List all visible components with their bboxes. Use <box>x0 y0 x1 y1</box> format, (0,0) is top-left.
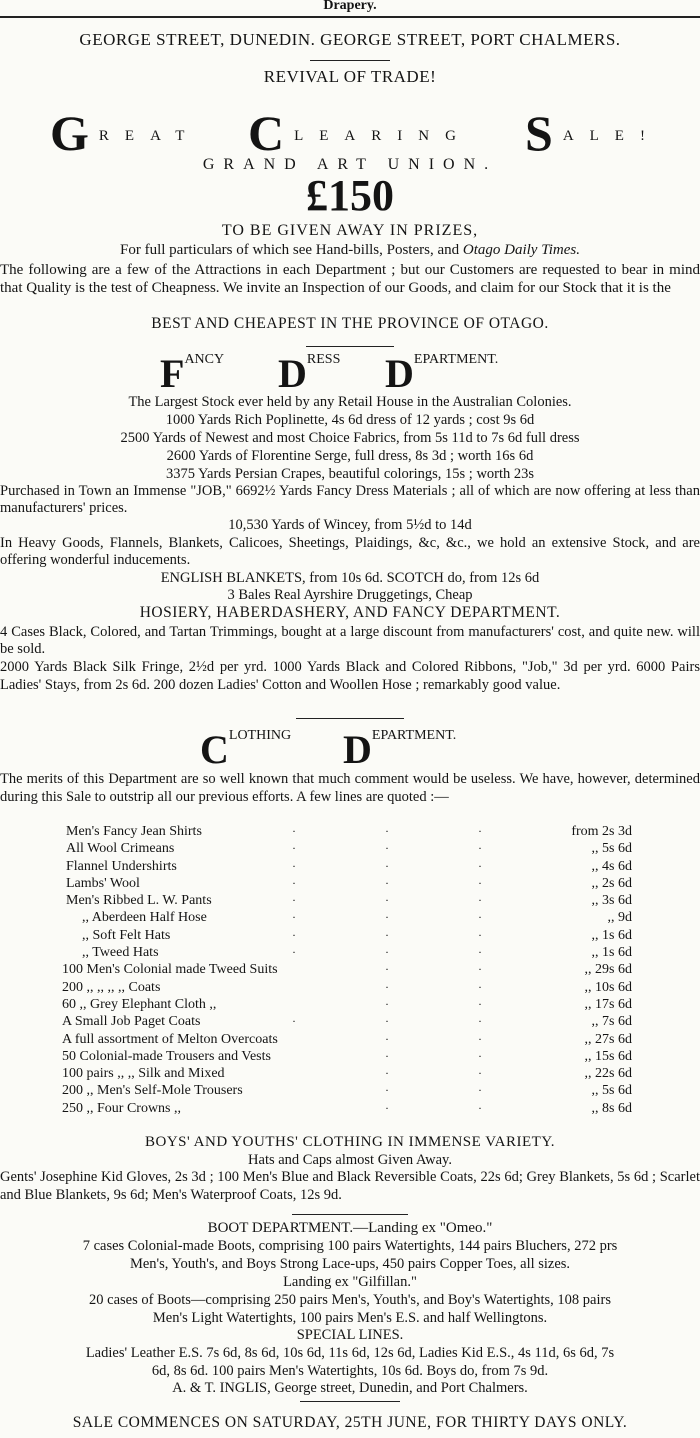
fancy-line: 3 Bales Real Ayrshire Druggetings, Cheap <box>227 587 473 603</box>
price-row <box>0 1082 700 1099</box>
leader-dot: · <box>292 945 296 960</box>
price-item-name: Lambs' Wool <box>66 875 140 891</box>
leader-dot: · <box>478 1048 482 1063</box>
boot-line: 7 cases Colonial-made Boots, comprising 100 pairs Watertights, 144 pairs Bluchers, 272 prs <box>82 1238 618 1254</box>
leader-dot: · <box>385 1066 389 1081</box>
locations-line: GEORGE STREET, DUNEDIN. GEORGE STREET, PORT CHALMERS. <box>79 30 621 49</box>
price-item-name: 200 ,, Men's Self-Mole Trousers <box>62 1083 243 1099</box>
boys-youths-heading: BOYS' AND YOUTHS' CLOTHING IN IMMENSE VARIETY. <box>145 1134 555 1150</box>
leader-dot: · <box>385 979 389 994</box>
price-row <box>0 823 700 840</box>
price-row <box>0 892 700 909</box>
leader-dot: · <box>478 858 482 873</box>
price-item-name: ,, Aberdeen Half Hose <box>82 910 207 926</box>
leader-dot: · <box>292 824 296 838</box>
fancy-line: The Largest Stock ever held by any Retail House in the Australian Colonies. <box>128 394 572 410</box>
leader-dot: · <box>478 1014 482 1029</box>
price-item-name: A Small Job Paget Coats <box>62 1014 201 1030</box>
price-row <box>0 944 700 961</box>
divider <box>300 1401 400 1402</box>
leader-dot: · <box>478 910 482 925</box>
divider <box>292 1214 408 1215</box>
price-row <box>0 1013 700 1030</box>
price-item-name: 200 ,, ,, ,, ,, Coats <box>62 979 161 995</box>
clothing-price-list <box>0 823 700 1117</box>
price-item-price: ,, 22s 6d <box>584 1066 632 1082</box>
price-item-price: ,, 15s 6d <box>584 1048 632 1064</box>
price-item-price: ,, 10s 6d <box>584 979 632 995</box>
intro-paragraph: The following are a few of the Attractions in each Department ; but our Customers are requested to bear in mind that Quality is the test of Cheapness. We invite an Inspection of our Goods, and claim for our Stock that it is the <box>0 262 700 296</box>
section-heading: Drapery. <box>323 0 377 13</box>
clearing-word: CLEARING <box>248 105 472 161</box>
fancy-line: 3375 Yards Persian Crapes, beautiful colorings, 15s ; worth 23s <box>165 466 535 482</box>
grand-art-union: GRAND ART UNION. <box>202 156 498 173</box>
fancy-line: 2600 Yards of Florentine Serge, full dress, 8s 3d ; worth 16s 6d <box>166 448 534 464</box>
price-item-price: ,, 2s 6d <box>591 875 632 891</box>
price-row <box>0 875 700 892</box>
leader-dot: · <box>385 1031 389 1046</box>
divider <box>306 346 394 347</box>
price-item-price: ,, 8s 6d <box>591 1100 632 1116</box>
leader-dot: · <box>385 893 389 908</box>
leader-dot: · <box>292 875 296 890</box>
leader-dot: · <box>292 858 296 873</box>
signature-line: A. & T. INGLIS, George street, Dunedin, and Port Chalmers. <box>172 1380 528 1396</box>
price-item-name: 250 ,, Four Crowns ,, <box>62 1100 182 1116</box>
sale-word: SALE! <box>525 105 661 161</box>
price-row <box>0 1031 700 1048</box>
price-item-price: ,, 5s 6d <box>591 841 632 857</box>
leader-dot: · <box>478 996 482 1011</box>
price-row <box>0 927 700 944</box>
leader-dot: · <box>478 1083 482 1098</box>
hats-line: Hats and Caps almost Given Away. <box>248 1152 452 1168</box>
clothing-heading: CLOTHING DEPARTMENT. <box>200 727 457 772</box>
price-item-name: Men's Ribbed L. W. Pants <box>66 893 212 909</box>
prize-amount: £150 <box>306 171 394 220</box>
price-item-price: ,, 4s 6d <box>591 858 632 874</box>
leader-dot: · <box>292 927 296 942</box>
price-item-price: ,, 1s 6d <box>591 927 632 943</box>
great-clearing-sale-heading <box>0 105 700 161</box>
price-item-name: 100 Men's Colonial made Tweed Suits <box>62 962 278 978</box>
boot-line: Men's Light Watertights, 100 pairs Men's E.S. and half Wellingtons. <box>152 1310 548 1326</box>
price-item-price: ,, 3s 6d <box>591 893 632 909</box>
price-row <box>0 1048 700 1065</box>
price-row <box>0 840 700 857</box>
price-item-price: ,, 27s 6d <box>584 1031 632 1047</box>
fancy-dress-heading: FANCY DRESS DEPARTMENT. <box>160 351 499 396</box>
leader-dot: · <box>478 962 482 977</box>
revival-of-trade: REVIVAL OF TRADE! <box>263 67 437 86</box>
leader-dot: · <box>385 824 389 838</box>
fancy-line: 2500 Yards of Newest and most Choice Fabrics, from 5s 11d to 7s 6d full dress <box>120 430 580 446</box>
price-item-name: All Wool Crimeans <box>66 841 175 857</box>
leader-dot: · <box>385 910 389 925</box>
divider <box>296 718 404 719</box>
hosiery-heading: HOSIERY, HABERDASHERY, AND FANCY DEPARTMENT. <box>139 604 561 621</box>
price-item-name: 60 ,, Grey Elephant Cloth ,, <box>62 996 217 1012</box>
leader-dot: · <box>478 945 482 960</box>
price-row <box>0 996 700 1013</box>
price-item-name: ,, Soft Felt Hats <box>82 927 171 943</box>
leader-dot: · <box>385 927 389 942</box>
price-item-price: ,, 1s 6d <box>591 945 632 961</box>
boot-line: Men's, Youth's, and Boys Strong Lace-ups, 450 pairs Copper Toes, all sizes. <box>129 1256 571 1272</box>
fancy-line: 10,530 Yards of Wincey, from 5½d to 14d <box>228 517 472 533</box>
divider <box>310 60 390 61</box>
price-row <box>0 979 700 996</box>
leader-dot: · <box>292 841 296 856</box>
leader-dot: · <box>385 1048 389 1063</box>
leader-dot: · <box>478 893 482 908</box>
leader-dot: · <box>478 979 482 994</box>
gents-paragraph: Gents' Josephine Kid Gloves, 2s 3d ; 100 Men's Blue and Black Reversible Coats, 22s 6d; Grey Blankets, 5s 6d ; Scarlet and Blue Blankets, 9s 6d; Men's Waterproof Coats, 12s 9d. <box>0 1169 700 1203</box>
leader-dot: · <box>478 824 482 838</box>
leader-dot: · <box>478 927 482 942</box>
leader-dot: · <box>385 1014 389 1029</box>
price-row <box>0 909 700 926</box>
price-item-price: ,, 9d <box>607 910 632 926</box>
particulars-line: For full particulars of which see Hand-bills, Posters, and Otago Daily Times. <box>120 242 580 258</box>
price-row <box>0 858 700 875</box>
top-rule <box>0 16 700 18</box>
clothing-intro: The merits of this Department are so well known that much comment would be useless. We have, however, determined during this Sale to outstrip all our previous efforts. A few lines are quoted :— <box>0 771 700 805</box>
fancy-paragraph: Purchased in Town an Immense "JOB," 6692½ Yards Fancy Dress Materials ; all of which are now offering at less than manufacturers' prices. <box>0 483 700 516</box>
leader-dot: · <box>385 858 389 873</box>
fancy-line: ENGLISH BLANKETS, from 10s 6d. SCOTCH do, from 12s 6d <box>160 570 540 586</box>
fancy-paragraph: 2000 Yards Black Silk Fringe, 2½d per yrd. 1000 Yards Black and Colored Ribbons, "Job," 3d per yrd. 6000 Pairs Ladies' Stays, from 2s 6d. 200 dozen Ladies' Cotton and Woollen Hose ; remarkably good value. <box>0 659 700 693</box>
leader-dot: · <box>385 1083 389 1098</box>
leader-dot: · <box>385 1100 389 1115</box>
prizes-line: TO BE GIVEN AWAY IN PRIZES, <box>221 222 479 239</box>
special-lines-heading: SPECIAL LINES. <box>296 1327 404 1343</box>
leader-dot: · <box>292 910 296 925</box>
leader-dot: · <box>478 1031 482 1046</box>
leader-dot: · <box>478 875 482 890</box>
price-row <box>0 1100 700 1117</box>
price-row <box>0 961 700 978</box>
price-item-price: ,, 7s 6d <box>591 1014 632 1030</box>
leader-dot: · <box>385 962 389 977</box>
leader-dot: · <box>478 1100 482 1115</box>
price-item-price: ,, 29s 6d <box>584 962 632 978</box>
best-and-cheapest: BEST AND CHEAPEST IN THE PROVINCE OF OTAGO. <box>151 315 549 332</box>
price-item-name: A full assortment of Melton Overcoats <box>62 1031 278 1047</box>
price-item-name: Men's Fancy Jean Shirts <box>66 824 202 839</box>
price-row <box>0 1065 700 1082</box>
fancy-line: 1000 Yards Rich Poplinette, 4s 6d dress of 12 yards ; cost 9s 6d <box>165 412 535 428</box>
boot-line: 20 cases of Boots—comprising 250 pairs Men's, Youth's, and Boy's Watertights, 108 pairs <box>89 1292 611 1308</box>
leader-dot: · <box>385 841 389 856</box>
boot-line: Ladies' Leather E.S. 7s 6d, 8s 6d, 10s 6d, 11s 6d, 12s 6d, Ladies Kid E.S., 4s 11d, 6s 6d, 7s <box>85 1345 615 1361</box>
price-item-name: 100 pairs ,, ,, Silk and Mixed <box>62 1066 225 1082</box>
leader-dot: · <box>292 893 296 908</box>
great-word: GREAT <box>50 105 201 161</box>
fancy-paragraph: 4 Cases Black, Colored, and Tartan Trimmings, bought at a large discount from manufacturers' cost, and quite new. will be sold. <box>0 624 700 657</box>
leader-dot: · <box>385 996 389 1011</box>
price-item-price: ,, 5s 6d <box>591 1083 632 1099</box>
leader-dot: · <box>292 1014 296 1029</box>
leader-dot: · <box>478 841 482 856</box>
price-item-price: from 2s 3d <box>571 824 632 839</box>
price-item-name: Flannel Undershirts <box>66 858 177 874</box>
sale-commences-line: SALE COMMENCES ON SATURDAY, 25TH JUNE, FOR THIRTY DAYS ONLY. <box>72 1414 628 1431</box>
fancy-paragraph: In Heavy Goods, Flannels, Blankets, Calicoes, Sheetings, Plaidings, &c, &c., we hold an extensive Stock, and are offering wonderful inducements. <box>0 535 700 568</box>
price-item-name: 50 Colonial-made Trousers and Vests <box>62 1048 271 1064</box>
leader-dot: · <box>385 945 389 960</box>
leader-dot: · <box>478 1066 482 1081</box>
price-item-price: ,, 17s 6d <box>584 996 632 1012</box>
price-item-name: ,, Tweed Hats <box>82 945 159 961</box>
boot-department-heading: BOOT DEPARTMENT.—Landing ex "Omeo." <box>207 1220 493 1236</box>
leader-dot: · <box>385 875 389 890</box>
boot-line: 6d, 8s 6d. 100 pairs Men's Watertights, 10s 6d. Boys do, from 7s 9d. <box>151 1363 549 1379</box>
boot-line: Landing ex "Gilfillan." <box>283 1274 417 1290</box>
